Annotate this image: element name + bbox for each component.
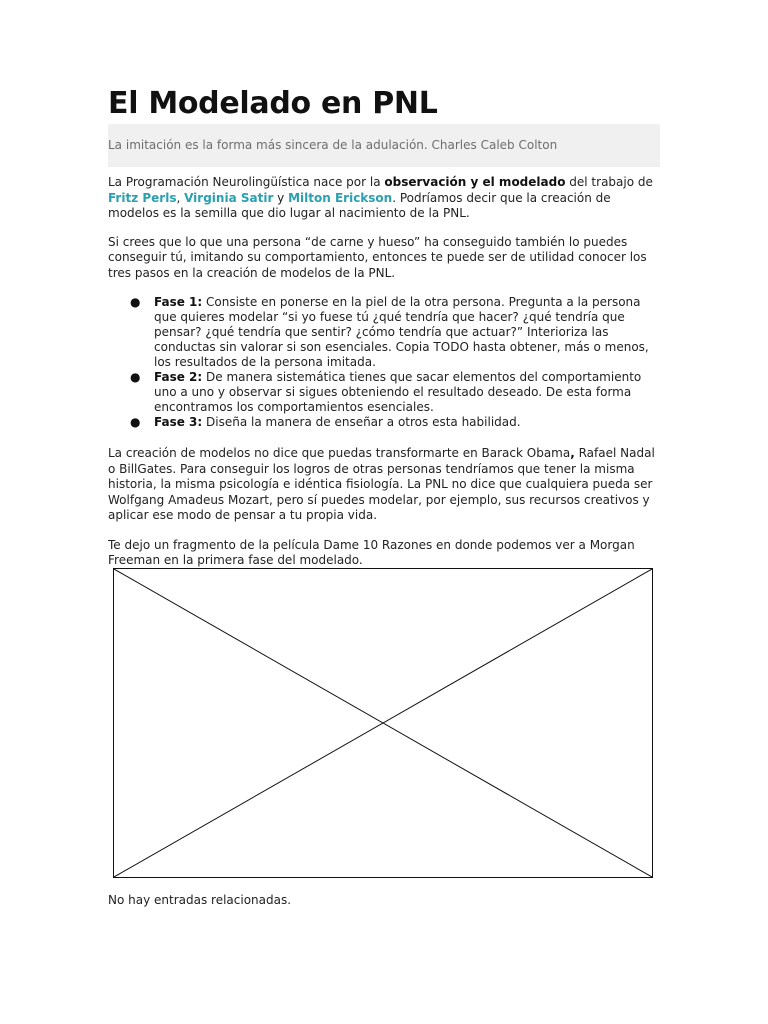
para3-text-2: Rafael Nadal o BillGates. Para conseguir los logros de otras personas tendríamos que tener la misma historia, la misma psicología e idéntica fisiología. La PNL no dice que cualquiera pueda ser Wolfgang Amadeus Mozart, pero sí puedes modelar, por ejemplo, sus recursos creativos y aplicar ese modo de pensar a tu propia vida. [108, 446, 655, 522]
para3-text-1: La creación de modelos no dice que puedas transformarte en Barack Obama [108, 446, 571, 460]
para3-comma: , [570, 446, 575, 460]
intro-text-1: La Programación Neurolingüística nace por la [108, 175, 385, 189]
link-milton-erickson[interactable]: Milton Erickson [288, 190, 393, 205]
page-title: El Modelado en PNL [108, 86, 438, 121]
video-placeholder[interactable] [113, 568, 653, 878]
phase-label: Fase 1: [154, 295, 203, 309]
broken-media-icon [114, 569, 652, 877]
intro-sep-1: , [176, 190, 185, 205]
epigraph-quote: La imitación es la forma más sincera de la adulación. Charles Caleb Colton [108, 124, 660, 167]
paragraph-video-intro: Te dejo un fragmento de la película Dame 10 Razones en donde podemos ver a Morgan Freeman en la primera fase del modelado. [108, 537, 635, 567]
link-virginia-satir[interactable]: Virginia Satir [184, 190, 274, 205]
bullet-icon: ● [130, 295, 141, 309]
related-entries-note: No hay entradas relacionadas. [108, 893, 292, 907]
intro-bold: observación y el modelado [384, 175, 566, 189]
article [108, 84, 660, 907]
phase-label: Fase 3: [154, 415, 203, 429]
phase-label: Fase 2: [154, 370, 203, 384]
phase-text: Consiste en ponerse en la piel de la otra persona. Pregunta a la persona que quieres modelar “si yo fuese tú ¿qué tendría que hacer? ¿qué tendría que pensar? ¿qué tendría que sentir? ¿cómo tendría que actuar?” Interioriza las conductas sin valorar si son esenciales. Copia TODO hasta obtener, más o menos, los resultados de la persona imitada. [154, 295, 649, 369]
list-item-fase-2 [108, 370, 660, 415]
paragraph-creacion-modelos [108, 446, 660, 524]
intro-sep-2: y [273, 190, 289, 205]
paragraph-carne-hueso: Si crees que lo que una persona “de carne y hueso” ha conseguido también lo puedes conseguir tú, imitando su comportamiento, entonces te puede ser de utilidad conocer los tres pasos en la creación de modelos de la PNL. [108, 234, 647, 280]
intro-text-3: . Podríamos decir que la creación de modelos es la semilla que dio lugar al nacimiento de la PNL. [108, 190, 611, 220]
link-fritz-perls[interactable]: Fritz Perls [108, 190, 177, 205]
phase-text: De manera sistemática tienes que sacar elementos del comportamiento uno a uno y observar si sigues obteniendo el resultado deseado. De esta forma encontramos los comportamientos esenciales. [154, 370, 642, 414]
phase-text: Diseña la manera de enseñar a otros esta habilidad. [202, 415, 521, 429]
list-item-fase-3 [108, 415, 660, 430]
phase-list [108, 295, 660, 430]
paragraph-intro [108, 175, 660, 222]
intro-text-2: del trabajo de [565, 175, 653, 189]
bullet-icon: ● [130, 370, 141, 384]
bullet-icon: ● [130, 415, 141, 429]
list-item-fase-1 [108, 295, 660, 370]
